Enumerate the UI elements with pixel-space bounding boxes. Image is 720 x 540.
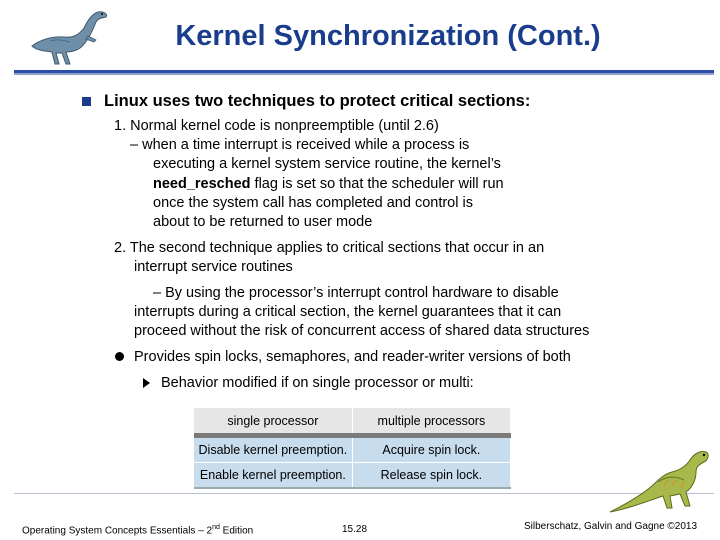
item-2-heading: 2. The second technique applies to critical sections that occur in an <box>114 240 545 256</box>
footer-book-title-sup: nd <box>212 524 220 531</box>
slide-title: Kernel Synchronization (Cont.) <box>175 20 601 52</box>
table-header-cell: single processor <box>194 408 352 436</box>
item-2-sub-line: – By using the processor’s interrupt control hardware to disable <box>153 285 559 301</box>
footer-book-title-prefix: Operating System Concepts Essentials – 2 <box>22 525 213 537</box>
dinosaur-top-left-icon <box>26 6 116 68</box>
item-2-sub-line: proceed without the risk of concurrent access of shared data structures <box>134 323 590 339</box>
table-cell: Disable kernel preemption. <box>194 436 352 463</box>
square-bullet-icon <box>82 97 91 106</box>
footer-page-number: 15.28 <box>342 524 368 535</box>
table-row <box>194 463 511 489</box>
sync-comparison-table <box>194 408 511 489</box>
item-1-heading: 1. Normal kernel code is nonpreemptible (until 2.6) <box>114 118 439 134</box>
main-point-techniques: Linux uses two techniques to protect critical sections: <box>104 92 531 110</box>
table-header-row <box>194 408 511 436</box>
behavior-point: Behavior modified if on single processor or multi: <box>161 375 474 391</box>
table-cell: Acquire spin lock. <box>352 436 510 463</box>
item-1-sub-line: once the system call has completed and control is <box>153 195 473 211</box>
triangle-bullet-icon <box>143 378 150 388</box>
footer-book-title <box>22 524 253 536</box>
item-2-heading-cont: interrupt service routines <box>134 259 293 275</box>
item-1-sub-line: executing a kernel system service routine, the kernel’s <box>153 156 501 172</box>
item-1-sub-line: – when a time interrupt is received while a process is <box>130 137 470 153</box>
table-cell: Enable kernel preemption. <box>194 463 352 489</box>
item-1-sub-line-resched <box>153 176 504 192</box>
table-cell: Release spin lock. <box>352 463 510 489</box>
title-divider-shadow <box>14 73 714 75</box>
table-row <box>194 436 511 463</box>
footer-book-title-suffix: Edition <box>219 525 254 537</box>
item-2-sub-line: interrupts during a critical section, the kernel guarantees that it can <box>134 304 562 320</box>
footer-copyright: Silberschatz, Galvin and Gagne ©2013 <box>524 521 698 532</box>
need-resched-flag: need_resched <box>153 176 251 192</box>
need-resched-text: flag is set so that the scheduler will run <box>250 176 504 192</box>
table-header-cell: multiple processors <box>352 408 510 436</box>
spin-locks-point: Provides spin locks, semaphores, and reader-writer versions of both <box>134 349 571 365</box>
item-1-sub-line: about to be returned to user mode <box>153 214 373 230</box>
dinosaur-bottom-right-icon <box>606 440 712 518</box>
round-bullet-icon <box>115 352 124 361</box>
